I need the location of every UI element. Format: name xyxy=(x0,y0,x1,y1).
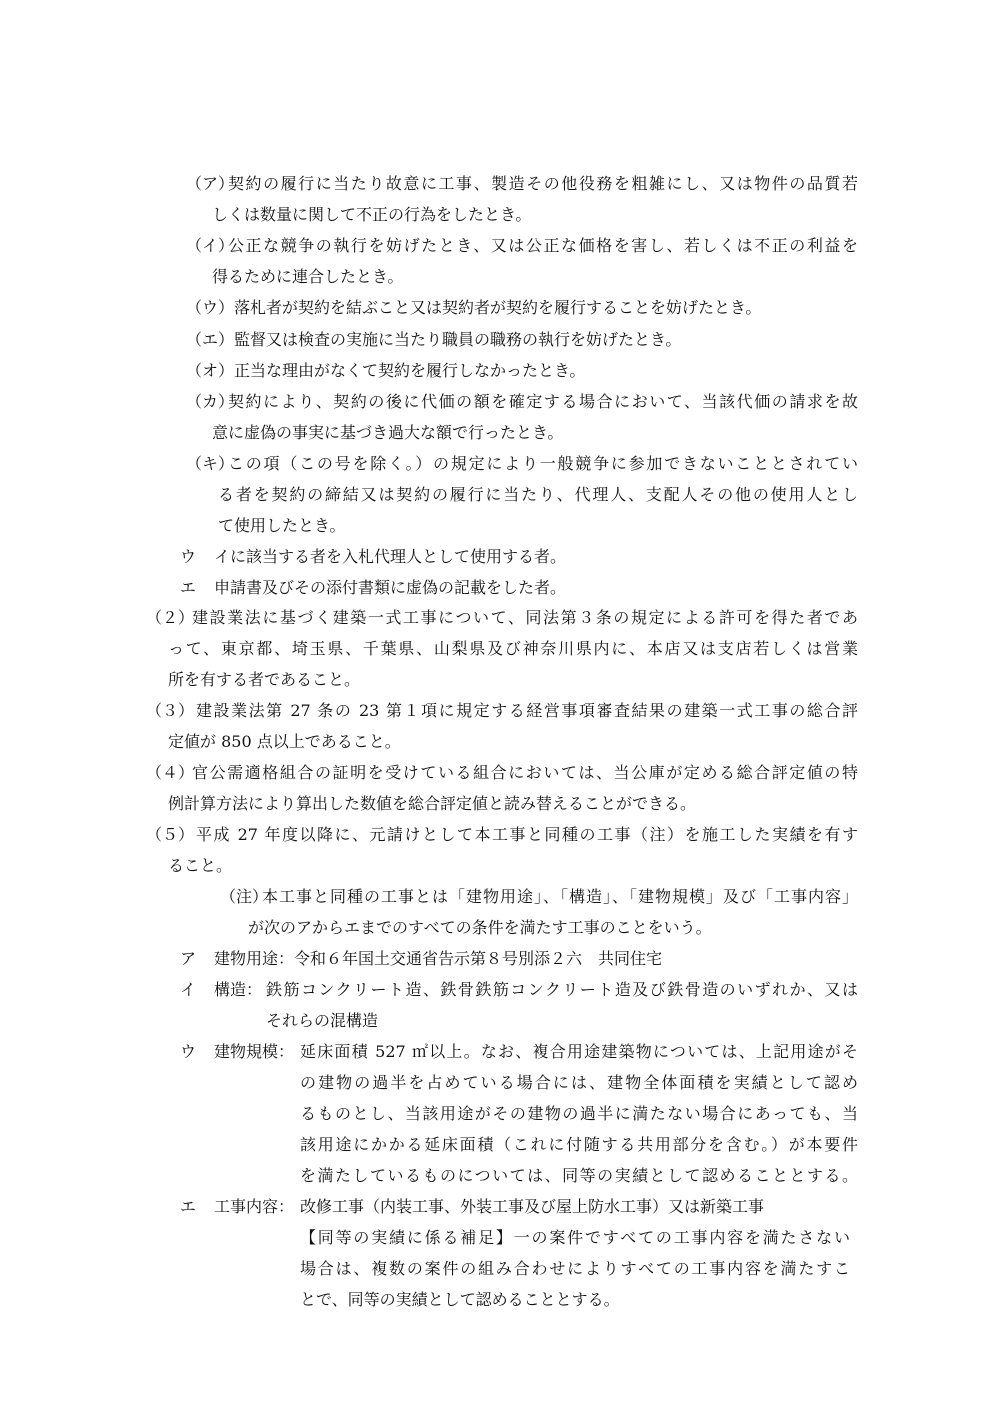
clause-5-line: ること。 xyxy=(168,856,233,875)
clause-2-mark: （２） xyxy=(146,608,195,627)
clause-2-line: って、東京都、埼玉県、千葉県、山梨県及び神奈川県内に、本店又は支店若しくは営業 xyxy=(168,639,858,658)
condition-mark: ウ xyxy=(180,1042,197,1061)
item-ki-line: て使用したとき。 xyxy=(218,516,346,535)
clause-2-line: 建設業法に基づく建築一式工事について、同法第３条の規定による許可を得た者であ xyxy=(192,608,858,627)
item-i-mark: （イ） xyxy=(186,236,235,255)
item-u-mark: （ウ） xyxy=(186,298,235,317)
item-ki-line: る者を契約の締結又は契約の履行に当たり、代理人、支配人その他の使用人とし xyxy=(218,485,858,504)
item-u-line: 落札者が契約を結ぶこと又は契約者が契約を履行することを妨げたとき。 xyxy=(234,298,762,317)
condition-mark: イ xyxy=(180,980,197,999)
clause-3-mark: （３） xyxy=(146,701,195,720)
condition-line: 場合は、複数の案件の組み合わせによりすべての工事内容を満たすこ xyxy=(300,1259,850,1278)
item-a-mark: （ア） xyxy=(186,174,235,193)
condition-label: 工事内容： xyxy=(214,1197,295,1216)
item-ka-mark: （カ） xyxy=(186,392,235,411)
condition-label: 建物規模： xyxy=(214,1042,295,1061)
condition-line: 改修工事（内装工事、外装工事及び屋上防水工事）又は新築工事 xyxy=(300,1197,765,1216)
item-o-mark: （オ） xyxy=(186,361,235,380)
condition-line: 令和６年国土交通省告示第８号別添２六 共同住宅 xyxy=(294,949,663,968)
condition-mark: エ xyxy=(180,1197,197,1216)
condition-line: を満たしているものについては、同等の実績として認めることとする。 xyxy=(300,1166,858,1185)
clause-5-line: 平成 27 年度以降に、元請けとして本工事と同種の工事（注）を施工した実績を有す xyxy=(196,825,858,844)
condition-line: の建物の過半を占めている場合には、建物全体面積を実績として認め xyxy=(300,1073,858,1092)
item-b-mark: ウ xyxy=(180,547,197,566)
item-ki-mark: （キ） xyxy=(186,454,235,473)
condition-label: 建物用途： xyxy=(214,949,295,968)
note-mark: （注） xyxy=(220,887,269,906)
note-line: 本工事と同種の工事とは「建物用途」、「構造」、「建物規模」及び「工事内容」 xyxy=(262,887,858,906)
condition-line: それらの混構造 xyxy=(266,1011,379,1030)
condition-line: るものとし、当該用途がその建物の過半に満たない場合にあっても、当 xyxy=(300,1104,858,1123)
clause-4-line: 官公需適格組合の証明を受けている組合においては、当公庫が定める総合評定値の特 xyxy=(192,763,858,782)
item-i-line: 公正な競争の執行を妨げたとき、又は公正な価格を害し、若しくは不正の利益を xyxy=(228,236,858,255)
item-a-line: 契約の履行に当たり故意に工事、製造その他役務を粗雑にし、又は物件の品質若 xyxy=(228,174,858,193)
condition-line: 【同等の実績に係る補足】一の案件ですべての工事内容を満たさない xyxy=(300,1228,850,1247)
item-b-text: イに該当する者を入札代理人として使用する者。 xyxy=(214,547,567,566)
condition-line: 鉄筋コンクリート造、鉄骨鉄筋コンクリート造及び鉄骨造のいずれか、又は xyxy=(266,980,858,999)
condition-line: 該用途にかかる延床面積（これに付随する共用部分を含む。）が本要件 xyxy=(300,1135,858,1154)
item-b-mark: エ xyxy=(180,578,197,597)
condition-mark: ア xyxy=(180,949,197,968)
clause-2-line: 所を有する者であること。 xyxy=(168,670,361,689)
item-o-line: 正当な理由がなくて契約を履行しなかったとき。 xyxy=(234,361,586,380)
clause-4-line: 例計算方法により算出した数値を総合評定値と読み替えることができる。 xyxy=(168,794,697,813)
item-e-line: 監督又は検査の実施に当たり職員の職務の執行を妨げたとき。 xyxy=(234,330,682,349)
note-line: が次のアからエまでのすべての条件を満たす工事のことをいう。 xyxy=(248,918,712,937)
clause-4-mark: （４） xyxy=(146,763,195,782)
item-ki-line: この項（この号を除く。）の規定により一般競争に参加できないこととされてい xyxy=(228,454,858,473)
condition-line: とで、同等の実績として認めることとする。 xyxy=(300,1290,620,1309)
clause-3-line: 定値が 850 点以上であること。 xyxy=(168,732,401,751)
clause-5-mark: （５） xyxy=(146,825,195,844)
clause-3-line: 建設業法第 27 条の 23 第１項に規定する経営事項審査結果の建築一式工事の総合評 xyxy=(196,701,858,720)
item-b-text: 申請書及びその添付書類に虚偽の記載をした者。 xyxy=(214,578,567,597)
item-ka-line: 意に虚偽の事実に基づき過大な額で行ったとき。 xyxy=(212,423,564,442)
item-a-line: しくは数量に関して不正の行為をしたとき。 xyxy=(212,205,532,224)
item-e-mark: （エ） xyxy=(186,330,235,349)
condition-label: 構造： xyxy=(214,980,263,999)
item-ka-line: 契約により、契約の後に代価の額を確定する場合において、当該代価の請求を故 xyxy=(228,392,858,411)
condition-line: 延床面積 527 ㎡以上。なお、複合用途建築物については、上記用途がそ xyxy=(300,1042,858,1061)
item-i-line: 得るために連合したとき。 xyxy=(212,267,404,286)
